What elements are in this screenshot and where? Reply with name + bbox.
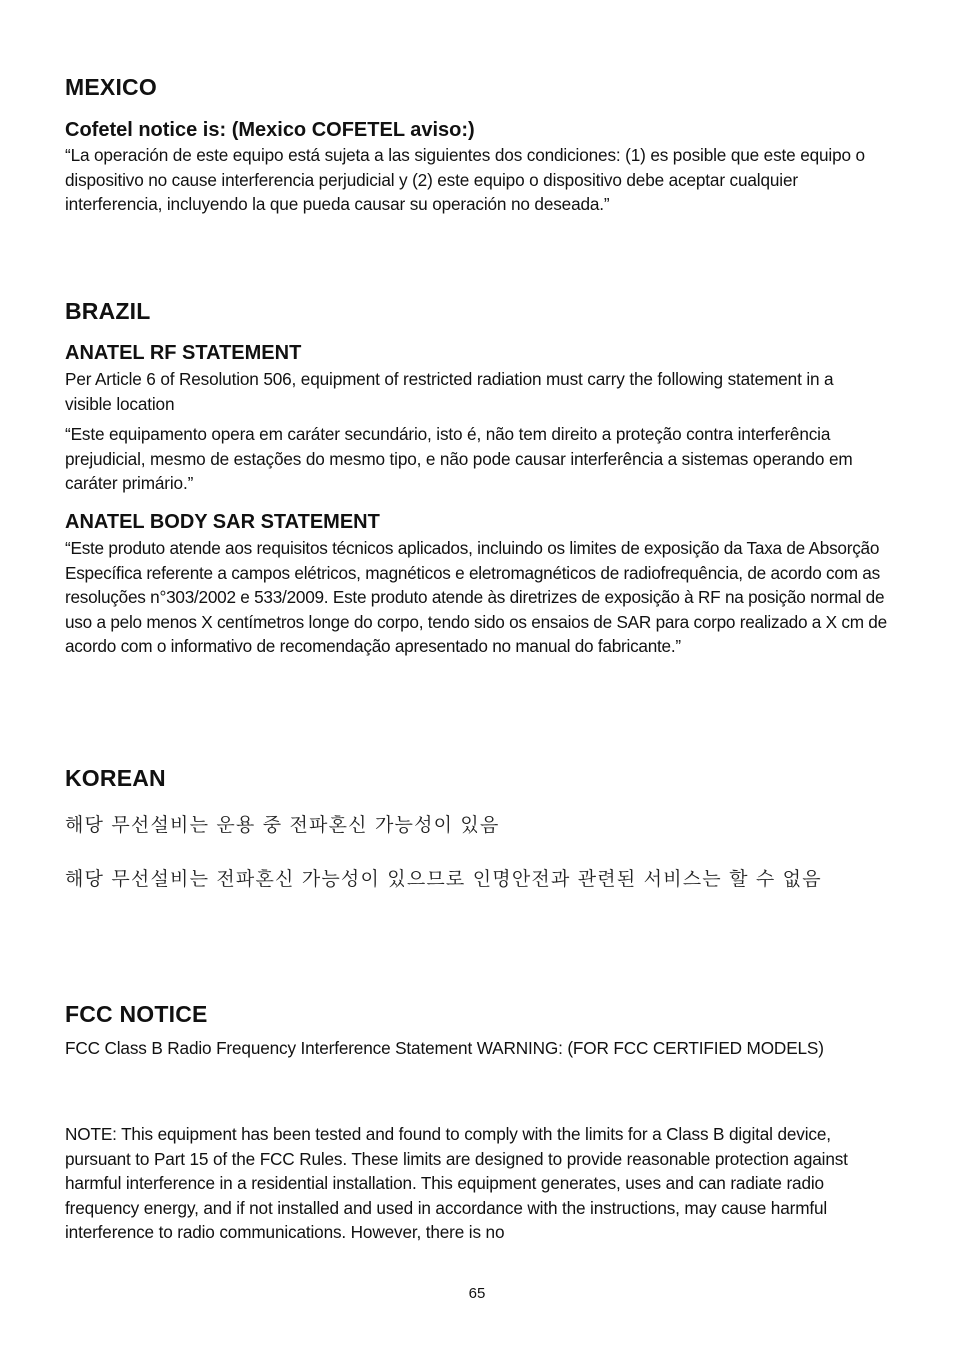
anatel-sar-text: “Este produto atende aos requisitos técnicos aplicados, incluindo os limites de exposição da Taxa de Absorção Específica referente a campos elétricos, magnéticos e eletromagnéticos de radiofrequência, de acordo com as resoluções n°303/2002 e 533/2009. Este produto atende às diretrizes de exposição à RF na posição normal de uso a pelo menos X centímetros longe do corpo, tendo sido os ensaios de SAR para corpo realizado a X cm de acordo com o informativo de recomendação apresentado no manual do fabricante.”: [65, 538, 887, 657]
anatel-rf-quote: “Este equipamento opera em caráter secundário, isto é, não tem direito a proteção contra interferência prejudicial, mesmo de estações do mesmo tipo, e não pode causar interferência a sistemas operando em caráter primário.”: [65, 424, 853, 494]
brazil-heading: BRAZIL: [65, 298, 151, 324]
anatel-rf-heading: ANATEL RF STATEMENT: [65, 342, 302, 364]
korean-line-1: 해당 무선설비는 운용 중 전파혼신 가능성이 있음: [65, 814, 500, 836]
cofetel-notice-text: “La operación de este equipo está sujeta a las siguientes dos condiciones: (1) es posible que este equipo o dispositivo no cause interferencia perjudicial y (2) este equipo o dispositivo debe aceptar cualquier interferencia, incluyendo la que pueda causar su operación no deseada.”: [65, 145, 865, 215]
anatel-rf-text: Per Article 6 of Resolution 506, equipment of restricted radiation must carry the following statement in a visible location: [65, 369, 834, 414]
mexico-heading: MEXICO: [65, 74, 157, 100]
korean-heading: KOREAN: [65, 765, 166, 791]
fcc-heading: FCC NOTICE: [65, 1001, 208, 1027]
anatel-sar-heading: ANATEL BODY SAR STATEMENT: [65, 511, 380, 533]
fcc-note: NOTE: This equipment has been tested and found to comply with the limits for a Class B digital device, pursuant to Part 15 of the FCC Rules. These limits are designed to provide reasonable protection against harmful interference in a residential installation. This equipment generates, uses and can radiate radio frequency energy, and if not installed and used in accordance with the instructions, may cause harmful interference to radio communications. However, there is no: [65, 1124, 848, 1243]
page-number: 65: [468, 1285, 486, 1302]
cofetel-subheading: Cofetel notice is: (Mexico COFETEL aviso:): [65, 119, 475, 141]
korean-line-2: 해당 무선설비는 전파혼신 가능성이 있으므로 인명안전과 관련된 서비스는 할 수 없음: [65, 868, 822, 890]
fcc-statement: FCC Class B Radio Frequency Interference Statement WARNING: (FOR FCC CERTIFIED MODELS): [65, 1038, 824, 1058]
